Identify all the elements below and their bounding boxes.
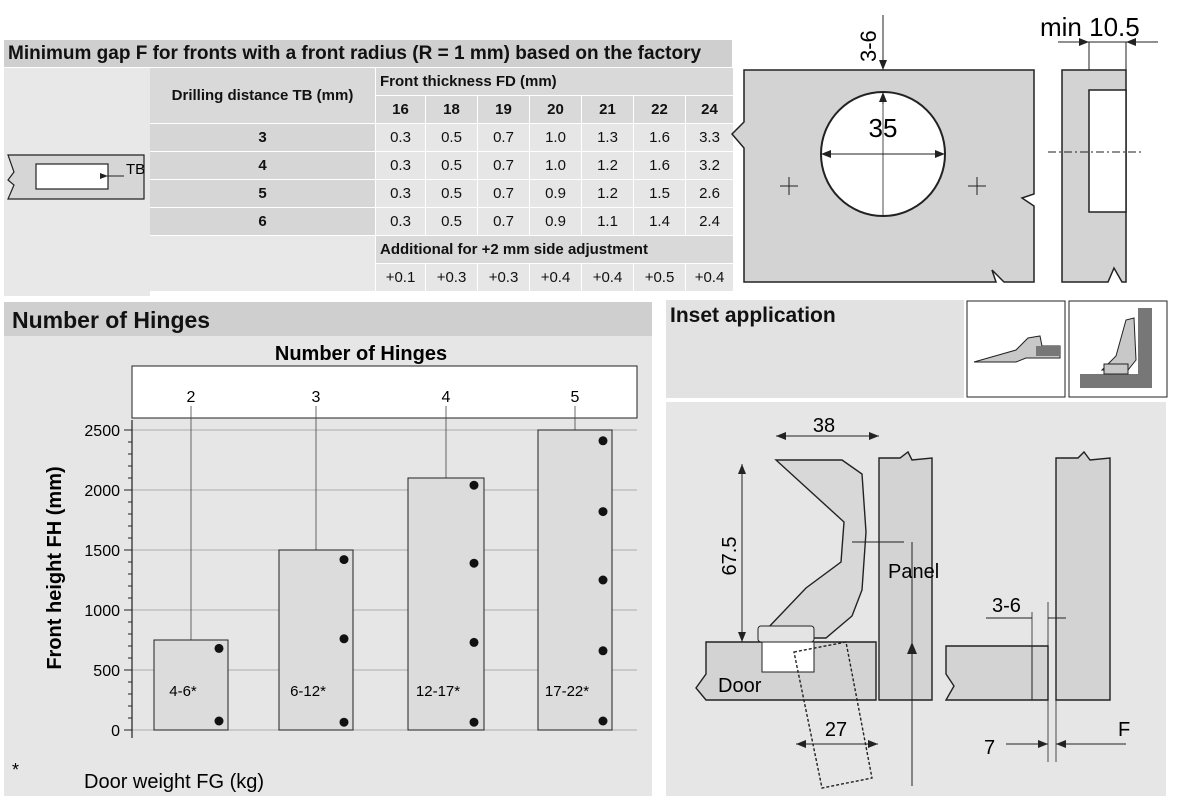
tb-drilling-diagram [4, 68, 150, 296]
y-axis-label: Front height FH (mm) [44, 466, 66, 670]
thickness-col-header: 20 [530, 96, 582, 124]
thickness-col-header: 22 [634, 96, 686, 124]
thickness-header: Front thickness FD (mm) [376, 68, 734, 96]
door-weight-label: 4-6* [169, 683, 197, 700]
hinge-position-dot [599, 646, 608, 655]
dim-35: 35 [868, 113, 898, 143]
chart-title: Number of Hinges [274, 343, 448, 365]
gap-value-cell: 1.3 [582, 124, 634, 152]
hinge-position-dot [470, 559, 479, 568]
additional-value-cell: +0.4 [686, 264, 734, 292]
gap-value-cell: 2.4 [686, 208, 734, 236]
gap-value-cell: 0.9 [530, 208, 582, 236]
gap-value-cell: 3.2 [686, 152, 734, 180]
gap-value-cell: 1.5 [634, 180, 686, 208]
gap-table-row [150, 124, 734, 152]
thickness-col-header: 19 [478, 96, 530, 124]
y-tick-label: 1000 [84, 603, 120, 620]
dim-3-6-inset: 3-6 [992, 595, 1021, 617]
hinge-position-dot [340, 718, 349, 727]
thickness-col-header: 21 [582, 96, 634, 124]
tb-label: TB [126, 161, 146, 178]
additional-value-cell: +0.3 [478, 264, 530, 292]
door-weight-label: 17-22* [544, 683, 590, 700]
gap-value-cell: 0.5 [426, 152, 478, 180]
hinge-position-dot [599, 717, 608, 726]
drilling-diagram [728, 0, 1200, 300]
gap-value-cell: 1.0 [530, 152, 582, 180]
thickness-col-header: 24 [686, 96, 734, 124]
y-tick-label: 500 [93, 663, 120, 680]
drilling-distance-cell: 6 [150, 208, 376, 236]
dim-27: 27 [824, 719, 848, 741]
additional-value-cell: +0.4 [582, 264, 634, 292]
dim-67-5: 67.5 [719, 536, 741, 576]
hinge-position-dot [215, 717, 224, 726]
inset-thumbnails [966, 300, 1200, 398]
tb-illustration-panel [4, 68, 150, 296]
hinge-position-dot [340, 555, 349, 564]
gap-value-cell: 1.6 [634, 124, 686, 152]
inset-diagram [666, 402, 1166, 796]
hinge-position-dot [340, 634, 349, 643]
gap-value-cell: 0.5 [426, 124, 478, 152]
panel-label: Panel [888, 561, 940, 583]
drill-header: Drilling distance TB (mm) [150, 68, 376, 124]
gap-value-cell: 1.2 [582, 180, 634, 208]
gap-value-cell: 1.2 [582, 152, 634, 180]
hinge-position-dot [215, 644, 224, 653]
dim-min-10-5: min 10.5 [1040, 12, 1140, 42]
additional-value-cell: +0.1 [376, 264, 426, 292]
inset-title-panel [666, 300, 964, 398]
x-axis-label: Door weight FG (kg) [84, 771, 265, 793]
door-label: Door [718, 675, 762, 697]
hinge-position-dot [599, 436, 608, 445]
gap-table-title: Minimum gap F for fronts with a front radius (R = 1 mm) based on the factory [4, 40, 732, 67]
hinges-section-title: Number of Hinges [4, 302, 652, 336]
inset-title: Inset application [670, 304, 836, 327]
thickness-col-header: 16 [376, 96, 426, 124]
hinge-position-dot [470, 638, 479, 647]
additional-value-cell: +0.5 [634, 264, 686, 292]
gap-value-cell: 0.7 [478, 208, 530, 236]
y-tick-label: 2500 [84, 423, 120, 440]
gap-value-cell: 1.4 [634, 208, 686, 236]
dim-7: 7 [984, 737, 996, 759]
hinge-count-label: 5 [570, 389, 580, 406]
thickness-col-header: 18 [426, 96, 478, 124]
gap-value-cell: 0.3 [376, 124, 426, 152]
additional-header: Additional for +2 mm side adjustment [376, 236, 734, 264]
additional-value-cell: +0.4 [530, 264, 582, 292]
drilling-distance-cell: 4 [150, 152, 376, 180]
gap-value-cell: 0.5 [426, 180, 478, 208]
gap-value-cell: 1.6 [634, 152, 686, 180]
drilling-distance-cell: 5 [150, 180, 376, 208]
door-weight-label: 12-17* [415, 683, 461, 700]
gap-table-row [150, 208, 734, 236]
hinge-position-dot [470, 718, 479, 727]
hinge-count-label: 3 [311, 389, 321, 406]
gap-value-cell: 0.9 [530, 180, 582, 208]
hinge-count-header-box [132, 366, 637, 418]
gap-table-row [150, 180, 734, 208]
gap-table [150, 68, 734, 292]
blank-cell [150, 236, 376, 292]
gap-value-cell: 0.3 [376, 152, 426, 180]
y-tick-label: 0 [111, 723, 120, 740]
gap-value-cell: 0.7 [478, 180, 530, 208]
drilling-distance-cell: 3 [150, 124, 376, 152]
gap-value-cell: 1.1 [582, 208, 634, 236]
y-tick-label: 1500 [84, 543, 120, 560]
dim-f: F [1118, 719, 1131, 741]
gap-value-cell: 0.7 [478, 124, 530, 152]
y-tick-label: 2000 [84, 483, 120, 500]
hinge-count-label: 4 [441, 389, 451, 406]
gap-table-row [150, 152, 734, 180]
gap-value-cell: 3.3 [686, 124, 734, 152]
dim-38: 38 [812, 415, 836, 437]
dim-3-6-drilling: 3-6 [856, 30, 881, 62]
gap-value-cell: 2.6 [686, 180, 734, 208]
gap-value-cell: 1.0 [530, 124, 582, 152]
door-weight-label: 6-12* [290, 683, 326, 700]
gap-value-cell: 0.3 [376, 208, 426, 236]
gap-value-cell: 0.3 [376, 180, 426, 208]
gap-value-cell: 0.7 [478, 152, 530, 180]
hinge-count-label: 2 [186, 389, 196, 406]
additional-value-cell: +0.3 [426, 264, 478, 292]
footnote-star: * [12, 760, 20, 780]
hinge-position-dot [470, 481, 479, 490]
gap-value-cell: 0.5 [426, 208, 478, 236]
hinges-chart [4, 336, 652, 800]
hinge-position-dot [599, 576, 608, 585]
hinge-position-dot [599, 507, 608, 516]
